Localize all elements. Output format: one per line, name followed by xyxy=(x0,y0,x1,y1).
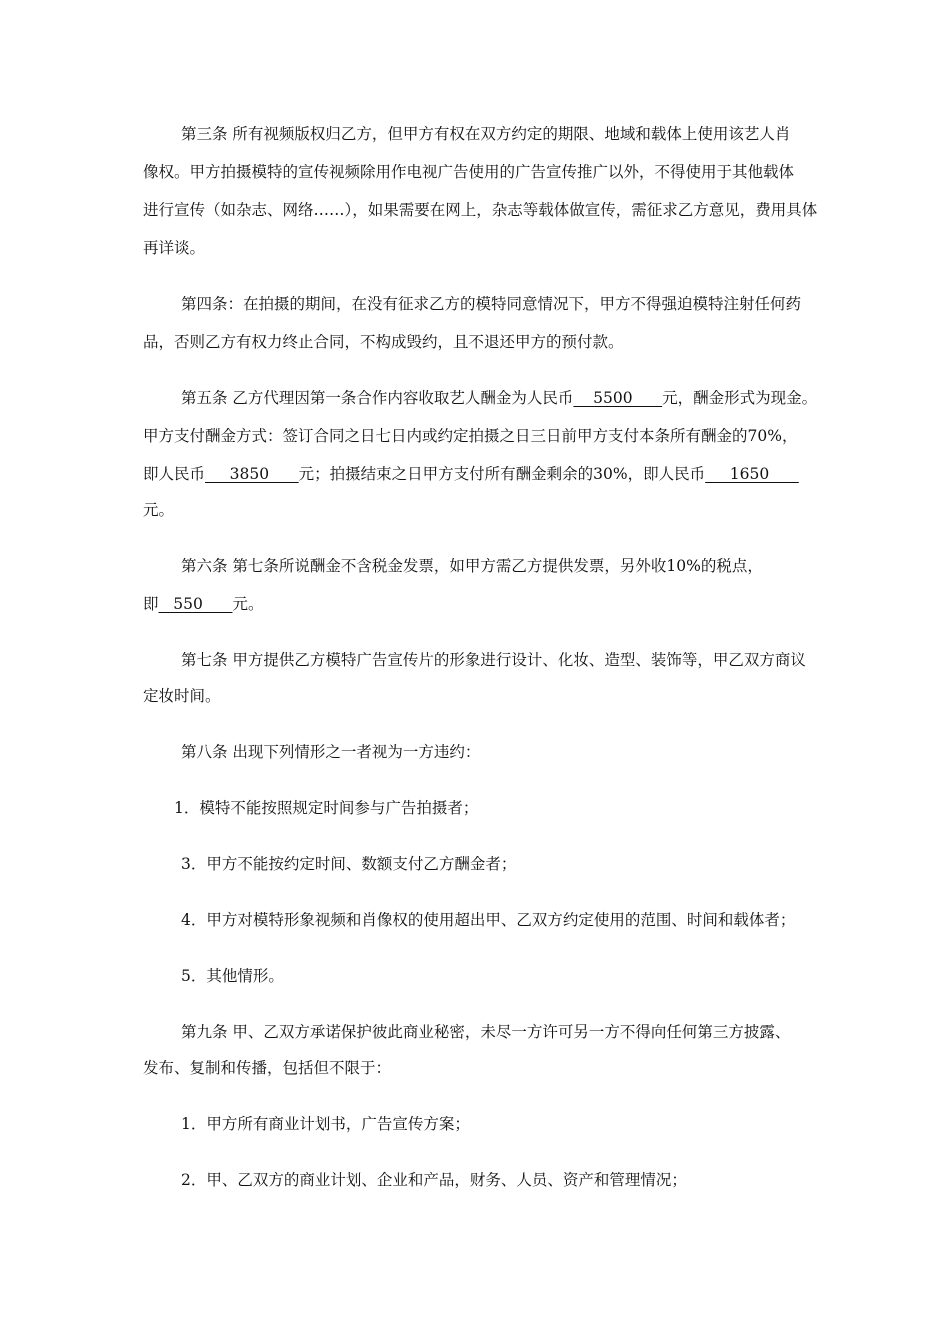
clause-7-line-1: 第七条 甲方提供乙方模特广告宣传片的形象进行设计、化妆、造型、装饰等，甲乙双方商议 xyxy=(181,651,806,669)
clause-5-text: 元，酬金形式为现金。 xyxy=(662,389,818,407)
clause-5-line-4: 元。 xyxy=(143,501,175,519)
list-item: 5．其他情形。 xyxy=(181,967,284,985)
clause-6-line-1: 第六条 第七条所说酬金不含税金发票，如甲方需乙方提供发票，另外收10%的税点， xyxy=(181,557,763,575)
clause-3-line-4: 再详谈。 xyxy=(143,239,206,257)
list-item: 1．模特不能按照规定时间参与广告拍摄者； xyxy=(174,799,479,817)
clause-5-line-3 xyxy=(143,464,799,484)
clause-9-line-2: 发布、复制和传播，包括但不限于： xyxy=(143,1059,392,1077)
clause-3-line-1: 第三条 所有视频版权归乙方，但甲方有权在双方约定的期限、地域和载体上使用该艺人肖 xyxy=(181,125,791,143)
clause-5-line-1 xyxy=(181,388,817,408)
clause-4-line-2: 品，否则乙方有权力终止合同，不构成毁约，且不退还甲方的预付款。 xyxy=(143,333,624,351)
clause-5-text: 即人民币 xyxy=(143,465,206,483)
clause-6-line-2 xyxy=(143,594,263,614)
tax-amount-value: 550 xyxy=(158,595,233,613)
clause-5-line-2: 甲方支付酬金方式：签订合同之日七日内或约定拍摄之日三日前甲方支付本条所有酬金的70%， xyxy=(143,427,798,445)
fee-rest-value: 1650 xyxy=(705,465,799,483)
clause-8-heading: 第八条 出现下列情形之一者视为一方违约： xyxy=(181,743,481,761)
clause-7-line-2: 定妆时间。 xyxy=(143,687,221,705)
clause-6-text: 元。 xyxy=(232,595,264,613)
clause-5-text: 第五条 乙方代理因第一条合作内容收取艺人酬金为人民币 xyxy=(181,389,574,407)
clause-3-line-2: 像权。甲方拍摄模特的宣传视频除用作电视广告使用的广告宣传推广以外，不得使用于其他载体 xyxy=(143,163,795,181)
clause-3-line-3: 进行宣传（如杂志、网络……），如果需要在网上，杂志等载体做宣传，需征求乙方意见，费用具体 xyxy=(143,201,818,219)
list-item: 1．甲方所有商业计划书，广告宣传方案； xyxy=(181,1115,470,1133)
fee-total-value: 5500 xyxy=(573,389,663,407)
list-item: 3．甲方不能按约定时间、数额支付乙方酬金者； xyxy=(181,855,517,873)
list-item: 2．甲、乙双方的商业计划、企业和产品，财务、人员、资产和管理情况； xyxy=(181,1171,687,1189)
clause-5-text: 元；拍摄结束之日甲方支付所有酬金剩余的30%，即人民币 xyxy=(298,465,706,483)
clause-4-line-1: 第四条：在拍摄的期间，在没有征求乙方的模特同意情况下，甲方不得强迫模特注射任何药 xyxy=(181,295,802,313)
fee-first-value: 3850 xyxy=(205,465,299,483)
clause-6-text: 即 xyxy=(143,595,159,613)
list-item: 4．甲方对模特形象视频和肖像权的使用超出甲、乙双方约定使用的范围、时间和载体者； xyxy=(181,911,796,929)
clause-9-line-1: 第九条 甲、乙双方承诺保护彼此商业秘密，未尽一方许可另一方不得向任何第三方披露、 xyxy=(181,1023,791,1041)
